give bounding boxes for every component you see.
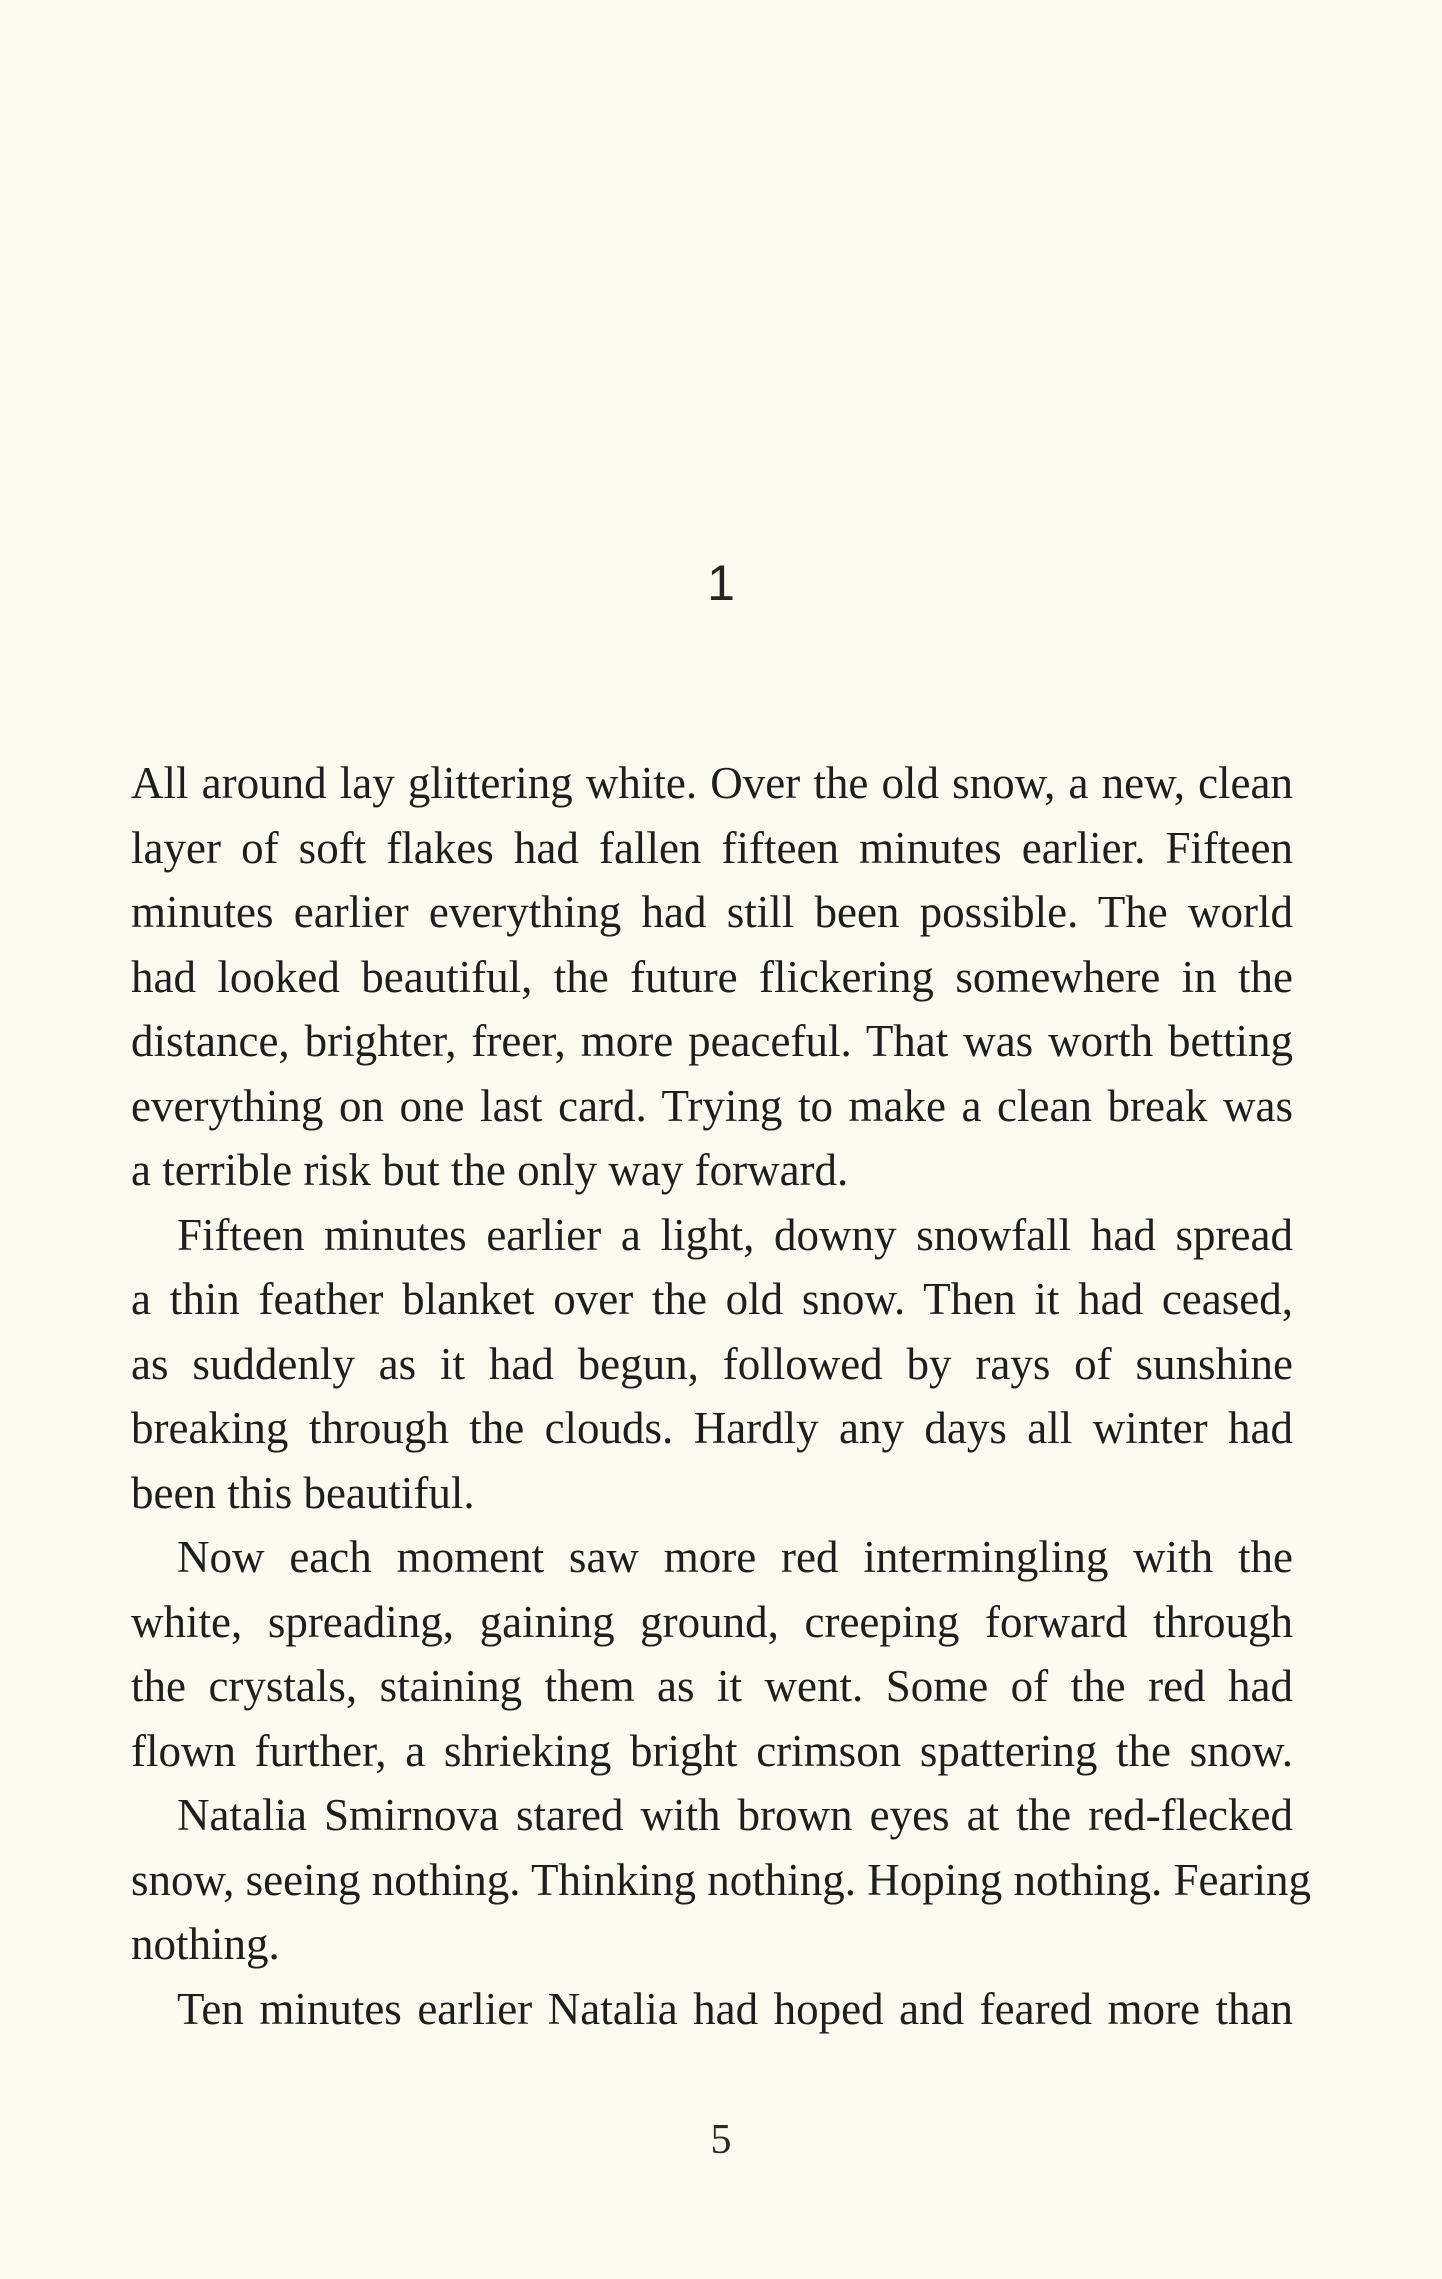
chapter-number: 1	[707, 555, 735, 611]
text-line: nothing.	[131, 1919, 280, 1969]
paragraph	[131, 751, 1293, 1203]
text-line: had looked beautiful, the future flickering somewhere in the	[131, 951, 1293, 1002]
text-line: layer of soft flakes had fallen fifteen minutes earlier. Fifteen	[131, 822, 1293, 873]
chapter-body-text	[131, 751, 1311, 2041]
paragraph	[131, 1783, 1311, 1977]
text-line: a terrible risk but the only way forward.	[131, 1145, 849, 1195]
paragraph	[131, 1525, 1293, 1783]
paragraph	[131, 1977, 1293, 2042]
text-line: Fifteen minutes earlier a light, downy snowfall had spread	[177, 1209, 1293, 1260]
paragraph	[131, 1203, 1293, 1526]
text-line: flown further, a shrieking bright crimson spattering the snow.	[131, 1725, 1293, 1776]
text-line: Natalia Smirnova stared with brown eyes at the red-flecked	[177, 1790, 1293, 1840]
text-line: been this beautiful.	[131, 1467, 475, 1518]
text-line: distance, brighter, freer, more peaceful. That was worth betting	[131, 1016, 1293, 1066]
text-line: minutes earlier everything had still been possible. The world	[131, 887, 1293, 937]
text-line: white, spreading, gaining ground, creeping forward through	[131, 1596, 1293, 1647]
text-line: Now each moment saw more red intermingling with the	[177, 1532, 1293, 1582]
text-line: the crystals, staining them as it went. Some of the red had	[131, 1661, 1293, 1711]
text-line: as suddenly as it had begun, followed by rays of sunshine	[131, 1338, 1293, 1389]
page-number: 5	[710, 2117, 732, 2163]
text-line: Ten minutes earlier Natalia had hoped and feared more than	[177, 1983, 1293, 2034]
text-line: snow, seeing nothing. Thinking nothing. Hoping nothing. Fearing	[131, 1854, 1311, 1905]
text-line: breaking through the clouds. Hardly any days all winter had	[131, 1403, 1293, 1453]
text-line: everything on one last card. Trying to make a clean break was	[131, 1080, 1293, 1131]
text-line: All around lay glittering white. Over the old snow, a new, clean	[131, 758, 1293, 808]
text-line: a thin feather blanket over the old snow. Then it had ceased,	[131, 1274, 1293, 1324]
